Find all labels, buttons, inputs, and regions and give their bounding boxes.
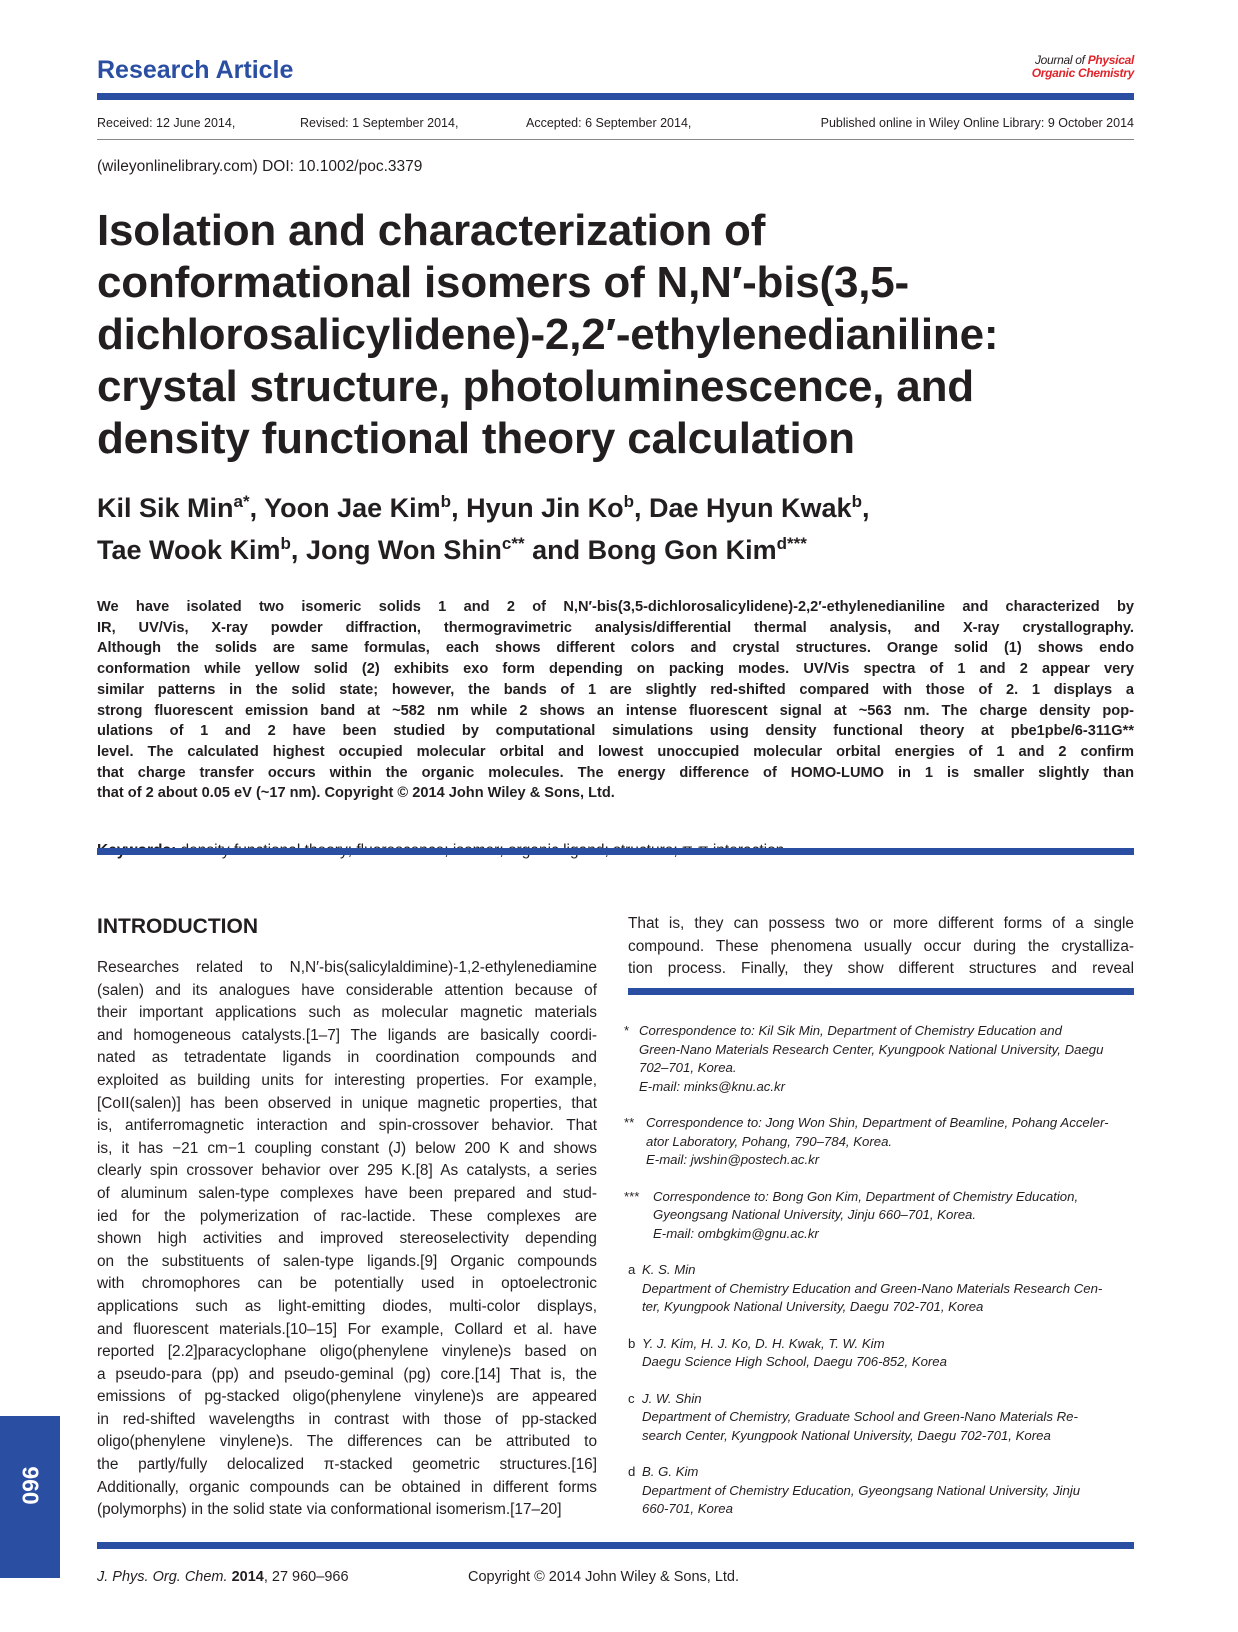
author-separator: , bbox=[633, 493, 649, 523]
correspondence-note bbox=[624, 1114, 1134, 1170]
correspondence-mark: ** bbox=[624, 1115, 635, 1130]
intro-text-line: exploited as building units for interesting properties. For example, bbox=[97, 1071, 597, 1089]
accepted-date: Accepted: 6 September 2014, bbox=[526, 116, 692, 130]
intro-text-line: (salen) and its analogues have considerable attention because of bbox=[97, 981, 597, 999]
published-date: Published online in Wiley Online Library: 9 October 2014 bbox=[820, 116, 1134, 130]
affiliation-note bbox=[628, 1335, 1134, 1372]
intro-text-line: is, it has −21 cm−1 coupling constant (J) below 200 K and shows bbox=[97, 1139, 597, 1157]
affiliation-letter: c bbox=[628, 1390, 635, 1406]
author-separator: , bbox=[290, 535, 306, 565]
affiliation-letter: d bbox=[628, 1464, 636, 1479]
keywords-rule bbox=[97, 848, 1134, 855]
affiliation-line: J. W. Shin bbox=[642, 1390, 702, 1406]
affiliation-letter: b bbox=[628, 1335, 636, 1351]
author-line bbox=[97, 526, 869, 568]
intro-text-line: ied for the polymerization of rac-lactide. These complexes are bbox=[97, 1207, 597, 1225]
footnotes bbox=[624, 1022, 1134, 1537]
correspondence-line: Correspondence to: Jong Won Shin, Department of Beamline, Pohang Acceler- bbox=[646, 1115, 1109, 1130]
abstract-line: that charge transfer occurs within the organic molecules. The energy difference of HOMO-LUMO in 1 is smaller slightly than bbox=[97, 764, 1134, 781]
footer-rule bbox=[97, 1542, 1134, 1549]
title-line: Isolation and characterization of bbox=[97, 206, 766, 255]
section-heading-introduction: INTRODUCTION bbox=[97, 915, 258, 938]
author-name: Dae Hyun Kwak bbox=[649, 493, 852, 523]
affiliation-line: K. S. Min bbox=[642, 1262, 696, 1277]
intro-right-column bbox=[628, 913, 1134, 981]
intro-text-line: Researches related to N,N′-bis(salicylaldimine)-1,2-ethylenediamine bbox=[97, 959, 597, 976]
intro-text-line: is, antiferromagnetic interaction and spin-crossover behavior. That bbox=[97, 1117, 597, 1135]
dates-rule bbox=[97, 139, 1134, 140]
correspondence-note bbox=[624, 1022, 1134, 1096]
abstract-line: similar patterns in the solid state; however, the bands of 1 are slightly red-shifted compared with those of 2. 1 displays a bbox=[97, 681, 1134, 698]
author-affiliation-mark: b bbox=[623, 492, 634, 511]
footer-citation bbox=[97, 1569, 349, 1585]
author-affiliation-mark: c** bbox=[501, 534, 525, 553]
author-name: Jong Won Shin bbox=[305, 535, 502, 565]
author-name: Bong Gon Kim bbox=[587, 535, 777, 565]
journal-logo-text-red: Physical bbox=[1087, 53, 1134, 67]
footer-copyright: Copyright © 2014 John Wiley & Sons, Ltd. bbox=[468, 1569, 740, 1585]
intro-text-line: Additionally, organic compounds can be obtained in different forms bbox=[97, 1478, 597, 1496]
abstract bbox=[97, 597, 1134, 804]
title-line: dichlorosalicylidene)-2,2′-ethylenedianiline: bbox=[97, 310, 999, 359]
author-name: Hyun Jin Ko bbox=[466, 493, 624, 523]
correspondence-line: Correspondence to: Kil Sik Min, Department of Chemistry Education and bbox=[639, 1023, 1062, 1038]
intro-text-line: on the substituents of salen-type ligands.[9] Organic compounds bbox=[97, 1252, 597, 1270]
affiliation-line: Department of Chemistry, Graduate School and Green-Nano Materials Re- bbox=[642, 1409, 1078, 1424]
abstract-line: that of 2 about 0.05 eV (~17 nm). Copyright © 2014 John Wiley & Sons, Ltd. bbox=[97, 785, 615, 802]
intro-text-line: in red-shifted wavelengths in contrast with those of pp-stacked bbox=[97, 1410, 597, 1428]
abstract-line: We have isolated two isomeric solids 1 and 2 of N,N′-bis(3,5-dichlorosalicylidene)-2,2′-ethylenedianiline and characterized by bbox=[97, 599, 1134, 615]
intro-text-line: their important applications such as molecular magnetic materials bbox=[97, 1004, 597, 1022]
intro-text-line: and homogeneous catalysts.[1–7] The ligands are basically coordi- bbox=[97, 1026, 597, 1044]
author-separator: , bbox=[861, 493, 870, 523]
author-affiliation-mark: b bbox=[440, 492, 452, 511]
intro-text-line: with chromophores can be potentially used in optoelectronic bbox=[97, 1275, 597, 1293]
footer-year: 2014 bbox=[231, 1569, 264, 1585]
abstract-line: level. The calculated highest occupied molecular orbital and lowest unoccupied molecular orbital energies of 1 and 2 confirm bbox=[97, 743, 1134, 760]
intro-text-line: clearly spin crossover behavior over 295 K.[8] As catalysts, a series bbox=[97, 1162, 597, 1180]
intro-text-line: a pseudo-para (pp) and pseudo-geminal (pg) core.[14] That is, the bbox=[97, 1365, 597, 1383]
affiliation-note bbox=[628, 1390, 1134, 1446]
author-list bbox=[97, 484, 869, 568]
correspondence-line: Green-Nano Materials Research Center, Kyungpook National University, Daegu bbox=[639, 1041, 1104, 1057]
abstract-line: strong fluorescent emission band at ~582 nm while 2 shows an intense fluorescent signal at ~563 nm. The charge density pop- bbox=[97, 702, 1134, 719]
author-separator: , bbox=[451, 493, 467, 523]
affiliation-line: ter, Kyungpook National University, Daegu 702-701, Korea bbox=[642, 1299, 984, 1314]
correspondence-line: E-mail: minks@knu.ac.kr bbox=[639, 1078, 786, 1094]
abstract-line: ulations of 1 and 2 have been studied by computational simulations using density functional theory at pbe1pbe/6-311G** bbox=[97, 723, 1134, 740]
author-affiliation-mark: b bbox=[280, 534, 291, 553]
correspondence-line: Correspondence to: Bong Gon Kim, Department of Chemistry Education, bbox=[653, 1188, 1079, 1204]
title-line: density functional theory calculation bbox=[97, 414, 855, 463]
intro-left-column bbox=[97, 957, 597, 1522]
correspondence-line: E-mail: jwshin@postech.ac.kr bbox=[646, 1152, 820, 1167]
header-rule bbox=[97, 93, 1134, 100]
notes-rule bbox=[628, 988, 1134, 995]
intro-text-line: applications such as light-emitting diodes, multi-color displays, bbox=[97, 1297, 597, 1315]
author-name: Yoon Jae Kim bbox=[264, 493, 441, 523]
affiliation-line: Department of Chemistry Education and Green-Nano Materials Research Cen- bbox=[642, 1280, 1103, 1296]
affiliation-line: B. G. Kim bbox=[642, 1464, 699, 1479]
footer-volume-pages: , 27 960–966 bbox=[263, 1569, 349, 1585]
affiliation-line: Daegu Science High School, Daegu 706-852, Korea bbox=[642, 1354, 947, 1369]
affiliation-line: Department of Chemistry Education, Gyeongsang National University, Jinju bbox=[642, 1482, 1081, 1498]
intro-text-line: emissions of pg-stacked oligo(phenylene vinylene)s are appeared bbox=[97, 1388, 597, 1406]
intro-text-line: (polymorphs) in the solid state via conformational isomerism.[17–20] bbox=[97, 1501, 562, 1519]
journal-logo-line2: Organic Chemistry bbox=[1031, 66, 1134, 80]
intro-text-line: [CoII(salen)] has been observed in unique magnetic properties, that bbox=[97, 1094, 597, 1112]
affiliation-line: Y. J. Kim, H. J. Ko, D. H. Kwak, T. W. Kim bbox=[642, 1335, 885, 1351]
journal-logo-text: Journal of bbox=[1034, 53, 1085, 67]
correspondence-line: ator Laboratory, Pohang, 790–784, Korea. bbox=[646, 1133, 893, 1149]
title-line: crystal structure, photoluminescence, and bbox=[97, 362, 974, 411]
affiliation-line: search Center, Kyungpook National University, Daegu 702-701, Korea bbox=[642, 1427, 1051, 1443]
abstract-line: IR, UV/Vis, X-ray powder diffraction, thermogravimetric analysis/differential thermal analysis, and X-ray crystallography. bbox=[97, 619, 1134, 636]
intro-text-line: and fluorescent materials.[10–15] For example, Collard et al. have bbox=[97, 1320, 597, 1338]
revised-date: Revised: 1 September 2014, bbox=[300, 116, 459, 130]
received-date: Received: 12 June 2014, bbox=[97, 116, 236, 130]
author-separator: , bbox=[249, 493, 265, 523]
intro-text-line: That is, they can possess two or more different forms of a single bbox=[628, 915, 1134, 932]
author-affiliation-mark: d*** bbox=[776, 534, 807, 553]
journal-logo bbox=[1032, 54, 1134, 80]
correspondence-mark: * bbox=[624, 1023, 630, 1038]
author-affiliation-mark: a* bbox=[233, 492, 250, 511]
affiliation-line: 660-701, Korea bbox=[642, 1501, 733, 1516]
author-name: Kil Sik Min bbox=[97, 493, 234, 523]
correspondence-line: E-mail: ombgkim@gnu.ac.kr bbox=[653, 1225, 819, 1241]
correspondence-note bbox=[624, 1188, 1134, 1244]
title-line: conformational isomers of N,N′-bis(3,5- bbox=[97, 258, 909, 307]
author-name: Tae Wook Kim bbox=[97, 535, 281, 565]
intro-text-line: shown high activities and improved stereoselectivity depending bbox=[97, 1230, 597, 1248]
correspondence-mark: *** bbox=[624, 1188, 640, 1204]
intro-text-line: tion process. Finally, they show different structures and reveal bbox=[628, 960, 1134, 978]
affiliation-note bbox=[628, 1261, 1134, 1317]
abstract-line: Although the solids are same formulas, each shows different colors and crystal structures. Orange solid (1) shows endo bbox=[97, 640, 1134, 657]
author-separator: and bbox=[524, 535, 588, 565]
intro-text-line: reported [2.2]paracyclophane oligo(phenylene vinylene)s based on bbox=[97, 1343, 597, 1361]
affiliation-note bbox=[628, 1463, 1134, 1519]
doi-line: (wileyonlinelibrary.com) DOI: 10.1002/poc.3379 bbox=[97, 158, 423, 175]
correspondence-line: 702–701, Korea. bbox=[639, 1060, 737, 1075]
page-number: 960 bbox=[17, 1466, 44, 1505]
affiliation-letter: a bbox=[628, 1262, 636, 1277]
intro-text-line: compound. These phenomena usually occur during the crystalliza- bbox=[628, 937, 1134, 955]
abstract-line: conformation while yellow solid (2) exhibits exo form depending on packing modes. UV/Vis spectra of 1 and 2 appear very bbox=[97, 661, 1134, 678]
article-type-label: Research Article bbox=[97, 56, 294, 84]
intro-text-line: nated as tetradentate ligands in coordination compounds and bbox=[97, 1049, 597, 1067]
footer-journal: J. Phys. Org. Chem. bbox=[97, 1569, 228, 1585]
intro-text-line: the partly/fully delocalized π-stacked geometric structures.[16] bbox=[97, 1456, 597, 1474]
intro-text-line: oligo(phenylene vinylene)s. The differences can be attributed to bbox=[97, 1433, 597, 1451]
author-line bbox=[97, 484, 869, 526]
article-title bbox=[97, 205, 1157, 465]
author-affiliation-mark: b bbox=[851, 492, 862, 511]
intro-text-line: of aluminum salen-type complexes have been prepared and stud- bbox=[97, 1184, 597, 1202]
correspondence-line: Gyeongsang National University, Jinju 660–701, Korea. bbox=[653, 1207, 977, 1222]
